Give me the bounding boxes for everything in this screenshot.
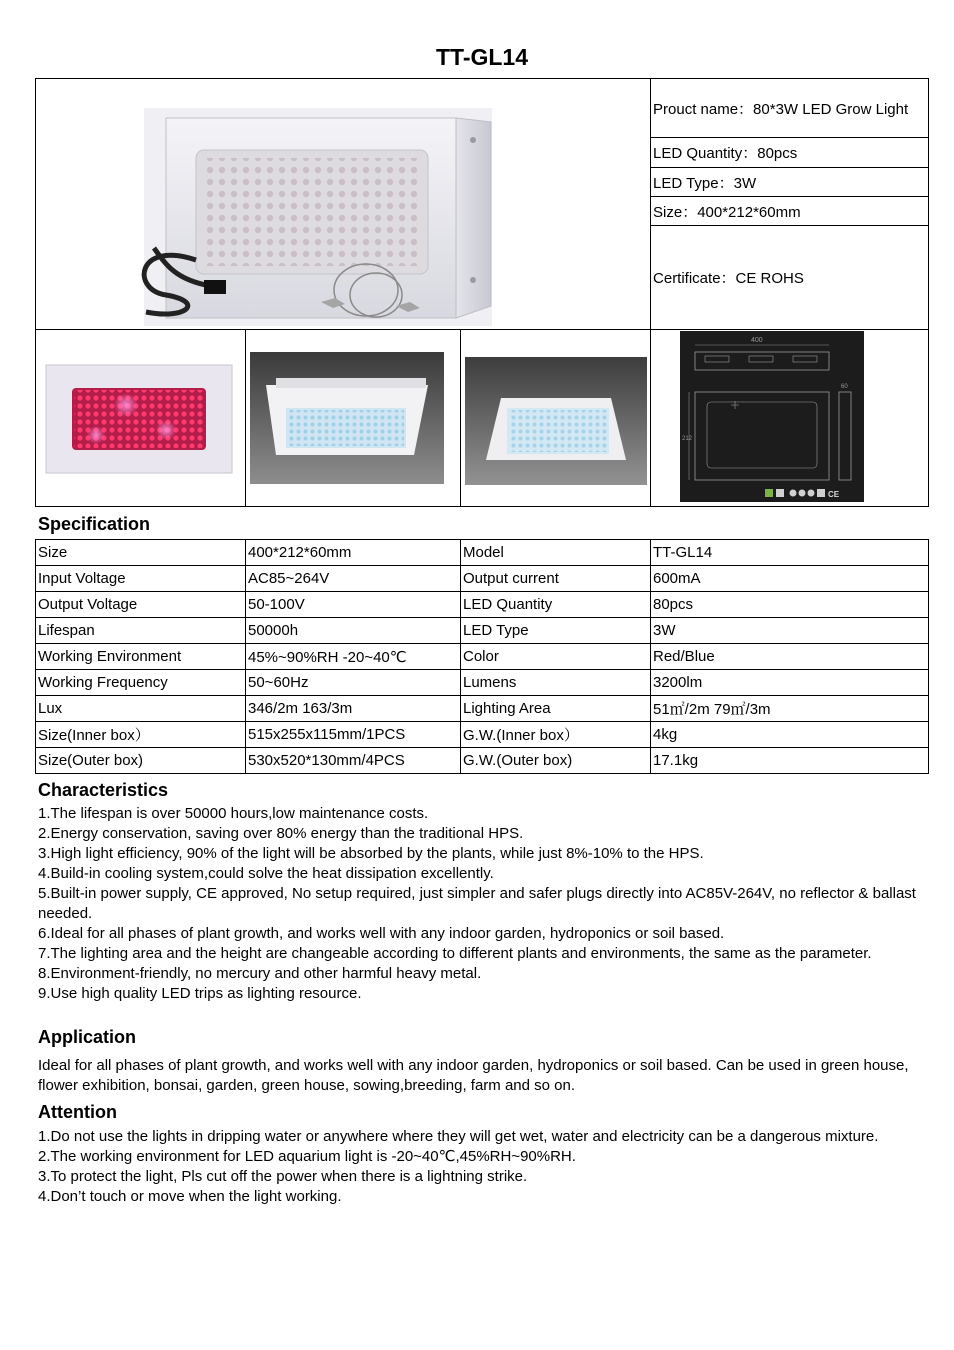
led-type-cell: LED Type：3W [651,168,929,197]
lead-free-mark-icon [817,489,825,497]
spec-label-cell: Output Voltage [36,592,246,618]
spec-label-cell: Size [36,540,246,566]
spec-label-cell: G.W.(Outer box) [461,748,651,774]
ce-mark: CE [828,490,840,500]
spec-label-cell: Size(Inner box） [36,722,246,748]
spec-value-cell: 530x520*130mm/4PCS [246,748,461,774]
table-row [36,540,929,566]
fcc-mark-icon [776,489,784,497]
specification-table [35,539,929,774]
spec-value-cell: 50-100V [246,592,461,618]
spec-label-cell: Model [461,540,651,566]
spec-value-cell: 600mA [651,566,929,592]
table-row [36,696,929,722]
spec-label-cell: Size(Outer box) [36,748,246,774]
attention-heading: Attention [38,1102,117,1122]
attention-item: 2.The working environment for LED aquarium light is -20~40℃,45%RH~90%RH. [38,1148,576,1165]
top-dimension-label: 400 [751,337,763,345]
spec-value-cell: 400*212*60mm [246,540,461,566]
spec-label-cell: Input Voltage [36,566,246,592]
table-row [36,618,929,644]
page-title: TT-GL14 [435,44,528,70]
spec-value-cell: 3W [651,618,929,644]
weee-mark-icon [808,490,815,497]
spec-value-cell: 80pcs [651,592,929,618]
attention-item: 4.Don’t touch or move when the light working. [38,1188,342,1205]
recycle-mark-icon [799,490,806,497]
size-cell: Size：400*212*60mm [651,197,929,226]
attention-item: 3.To protect the light, Pls cut off the power when there is a lightning strike. [38,1168,528,1185]
led-grow-light-image [36,80,648,328]
red-blue-led-image [36,330,246,505]
spec-value-cell: 50~60Hz [246,670,461,696]
rohs-mark-icon [790,490,797,497]
spec-value-cell: Red/Blue [651,644,929,670]
spec-label-cell: Lifespan [36,618,246,644]
top-angle-image [461,330,651,505]
depth-dimension-label: 60 [841,384,848,391]
spec-label-cell: Working Environment [36,644,246,670]
spec-label-cell: LED Quantity [461,592,651,618]
spec-value-cell: 45%~90%RH -20~40℃ [246,644,461,670]
characteristic-item: 1.The lifespan is over 50000 hours,low maintenance costs. [38,805,429,822]
spec-label-cell: Color [461,644,651,670]
application-heading: Application [38,1027,136,1047]
characteristic-item: 3.High light efficiency, 90% of the light will be absorbed by the plants, while just 8%-10% to the HPS. [38,845,704,862]
certificate-cell: Certificate：CE ROHS [651,226,929,329]
table-row [36,670,929,696]
spec-label-cell: Lux [36,696,246,722]
product-name-cell: Prouct name：80*3W LED Grow Light [651,79,929,138]
attention-item: 1.Do not use the lights in dripping water or anywhere where they will get wet, water and electricity can be a dangerous mixture. [38,1128,879,1145]
spec-value-cell: 3200lm [651,670,929,696]
front-angle-image [246,330,461,505]
table-row [36,722,929,748]
spec-value-cell: 4kg [651,722,929,748]
spec-value-cell: 50000h [246,618,461,644]
characteristic-item: 7.The lighting area and the height are changeable according to different plants and environments, the same as the parameter. [38,945,872,962]
dimension-drawing [651,329,929,506]
characteristic-item: 5.Built-in power supply, CE approved, No setup required, just simpler and safer plugs directly into AC85V-264V, no reflector & ballast needed. [38,885,916,922]
spec-value-cell: 515x255x115mm/1PCS [246,722,461,748]
table-row [36,748,929,774]
table-row [36,592,929,618]
spec-label-cell: Working Frequency [36,670,246,696]
spec-value-cell: 17.1kg [651,748,929,774]
photo-top-angle [461,329,651,506]
specification-heading: Specification [38,514,151,534]
spec-value-cell: AC85~264V [246,566,461,592]
led-quantity-cell: LED Quantity：80pcs [651,138,929,168]
table-row [36,566,929,592]
table-row [36,644,929,670]
spec-label-cell: G.W.(Inner box） [461,722,651,748]
technical-drawing [651,330,929,505]
main-product-photo [36,79,651,330]
photo-front-angle [246,329,461,506]
characteristics-list [38,804,928,1004]
attention-list [38,1127,928,1207]
spec-label-cell: Lumens [461,670,651,696]
photo-lit-panel [36,329,246,506]
characteristic-item: 4.Build-in cooling system,could solve the heat dissipation excellently. [38,865,494,882]
application-text: Ideal for all phases of plant growth, and works well with any indoor garden, hydroponics or soil based. Can be used in green house, flower exhibition, bonsai, garden, green house, sowing,breeding, farm and so on. [38,1057,909,1094]
characteristic-item: 6.Ideal for all phases of plant growth, and works well with any indoor garden, hydroponics or soil based. [38,925,725,942]
characteristics-heading: Characteristics [38,780,169,800]
ul-mark-icon [765,489,773,497]
spec-label-cell: LED Type [461,618,651,644]
product-overview-table [35,78,929,507]
spec-label-cell: Lighting Area [461,696,651,722]
characteristic-item: 2.Energy conservation, saving over 80% energy than the traditional HPS. [38,825,524,842]
spec-value-cell: 346/2m 163/3m [246,696,461,722]
spec-value-cell: TT-GL14 [651,540,929,566]
characteristic-item: 8.Environment-friendly, no mercury and other harmful heavy metal. [38,965,482,982]
characteristic-item: 9.Use high quality LED trips as lighting resource. [38,985,362,1002]
spec-label-cell: Output current [461,566,651,592]
side-dimension-label: 212 [682,436,693,443]
spec-value-cell: 51㎡/2m 79㎡/3m [651,696,929,722]
